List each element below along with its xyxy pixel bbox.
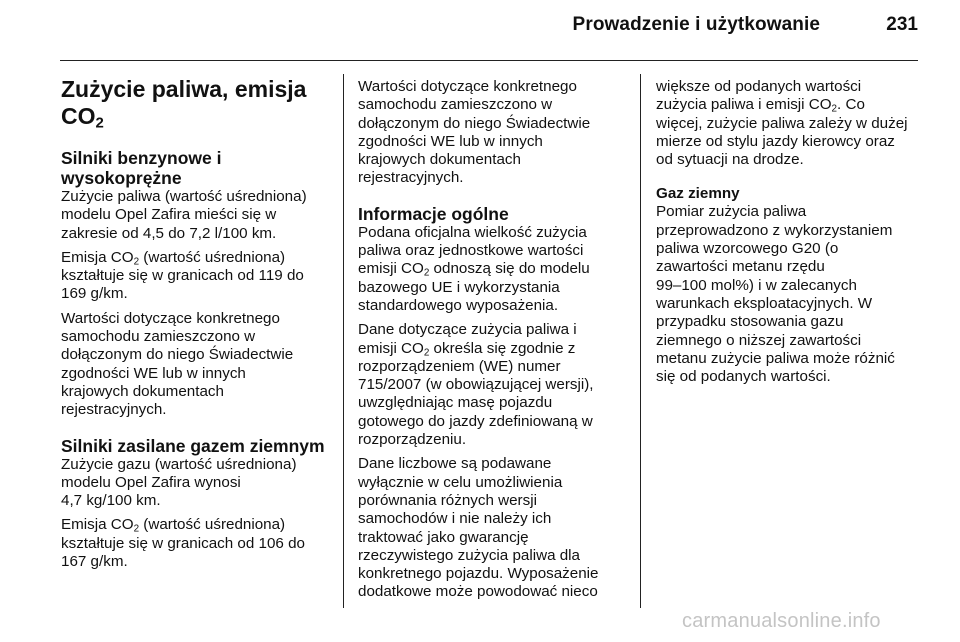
section-title-co: CO bbox=[61, 103, 96, 129]
column-divider-right bbox=[640, 74, 641, 608]
petrol-paragraph-3: Wartości dotyczące konkretnego samochodu zamieszczono w dołączonym do niego Świadectwie zgodności WE lub w innych krajowych dokumentach rejestracyjnych. bbox=[61, 309, 294, 419]
petrol-heading: Silniki benzynowe i wysokoprężne bbox=[61, 148, 222, 188]
subscript: 2 bbox=[423, 267, 430, 279]
column-divider-left bbox=[343, 74, 344, 608]
subscript: 2 bbox=[831, 103, 838, 115]
subscript: 2 bbox=[133, 256, 140, 268]
section-title-subscript: 2 bbox=[95, 114, 104, 132]
column-3 bbox=[656, 78, 926, 392]
general-info-heading: Informacje ogólne bbox=[358, 203, 509, 224]
continued-paragraph: Wartości dotyczące konkretnego samochodu zamieszczono w dołączonym do niego Świadectwie zgodności WE lub w innych krajowych dokumentach rejestracyjnych. bbox=[358, 78, 591, 187]
section-title bbox=[61, 76, 336, 130]
general-paragraph-2 bbox=[358, 321, 628, 449]
text-run: określa się zgodnie z rozporządzeniem (WE) numer 715/2007 (w obowiązującej wersji), uwzględniając masę pojazdu gotowego do jazdy zdefiniowaną w rozporządzeniu. bbox=[358, 339, 594, 449]
natural-gas-heading: Gaz ziemny bbox=[656, 185, 740, 203]
subscript: 2 bbox=[423, 347, 430, 359]
petrol-paragraph-1: Zużycie paliwa (wartość uśredniona) modelu Opel Zafira mieści się w zakresie od 4,5 do 7,2 l/100 km. bbox=[61, 188, 307, 242]
text-run: Podana oficjalna wielkość zużycia paliwa oraz jednostkowe wartości emisji CO bbox=[358, 223, 587, 278]
subscript: 2 bbox=[133, 523, 140, 535]
watermark: carmanualsonline.info bbox=[682, 610, 881, 632]
page-number: 231 bbox=[886, 14, 918, 35]
gas-paragraph-1: Zużycie gazu (wartość uśredniona) modelu Opel Zafira wynosi 4,7 kg/100 km. bbox=[61, 455, 297, 510]
general-paragraph-1 bbox=[358, 224, 628, 315]
text-run: . Co więcej, zużycie paliwa zależy w dużej mierze od stylu jazdy kierowcy oraz od sytuacji na drodze. bbox=[656, 96, 908, 169]
gas-paragraph-2 bbox=[61, 516, 336, 571]
text-run: większe od podanych wartości zużycia paliwa i emisji CO bbox=[656, 78, 862, 114]
column-1 bbox=[61, 76, 336, 577]
section-title-line: Zużycie paliwa, emisja bbox=[61, 76, 307, 102]
gas-heading: Silniki zasilane gazem ziemnym bbox=[61, 435, 325, 456]
text-run: (wartość uśredniona) kształtuje się w granicach od 106 do 167 g/km. bbox=[61, 516, 305, 571]
natural-gas-paragraph: Pomiar zużycia paliwa przeprowadzono z wykorzystaniem paliwa wzorcowego G20 (o zawartości metanu rzędu 99–100 mol%) i w zalecanych warunkach eksploatacyjnych. W przypadku stosowania gazu ziemnego o niższej zawartości metanu zużycie paliwa może różnić się od podanych wartości. bbox=[656, 203, 895, 386]
petrol-paragraph-2 bbox=[61, 249, 336, 304]
continued-paragraph bbox=[656, 78, 926, 169]
page-header-title: Prowadzenie i użytkowanie bbox=[572, 14, 820, 35]
text-run: Emisja CO bbox=[61, 516, 134, 534]
general-paragraph-3: Dane liczbowe są podawane wyłącznie w celu umożliwienia porównania różnych wersji samochodów i nie należy ich traktować jako gwarancję rzeczywistego zużycia paliwa dla konkretnego pojazdu. Wyposażenie dodatkowe może powodować nieco bbox=[358, 455, 599, 601]
text-run: Dane dotyczące zużycia paliwa i emisji CO bbox=[358, 321, 577, 357]
text-run: odnoszą się do modelu bazowego UE i wykorzystania standardowego wyposażenia. bbox=[358, 260, 590, 314]
text-run: (wartość uśredniona) kształtuje się w granicach od 119 do 169 g/km. bbox=[61, 248, 304, 303]
column-2 bbox=[358, 78, 628, 608]
header-rule bbox=[60, 60, 918, 61]
text-run: Emisja CO bbox=[61, 248, 134, 266]
